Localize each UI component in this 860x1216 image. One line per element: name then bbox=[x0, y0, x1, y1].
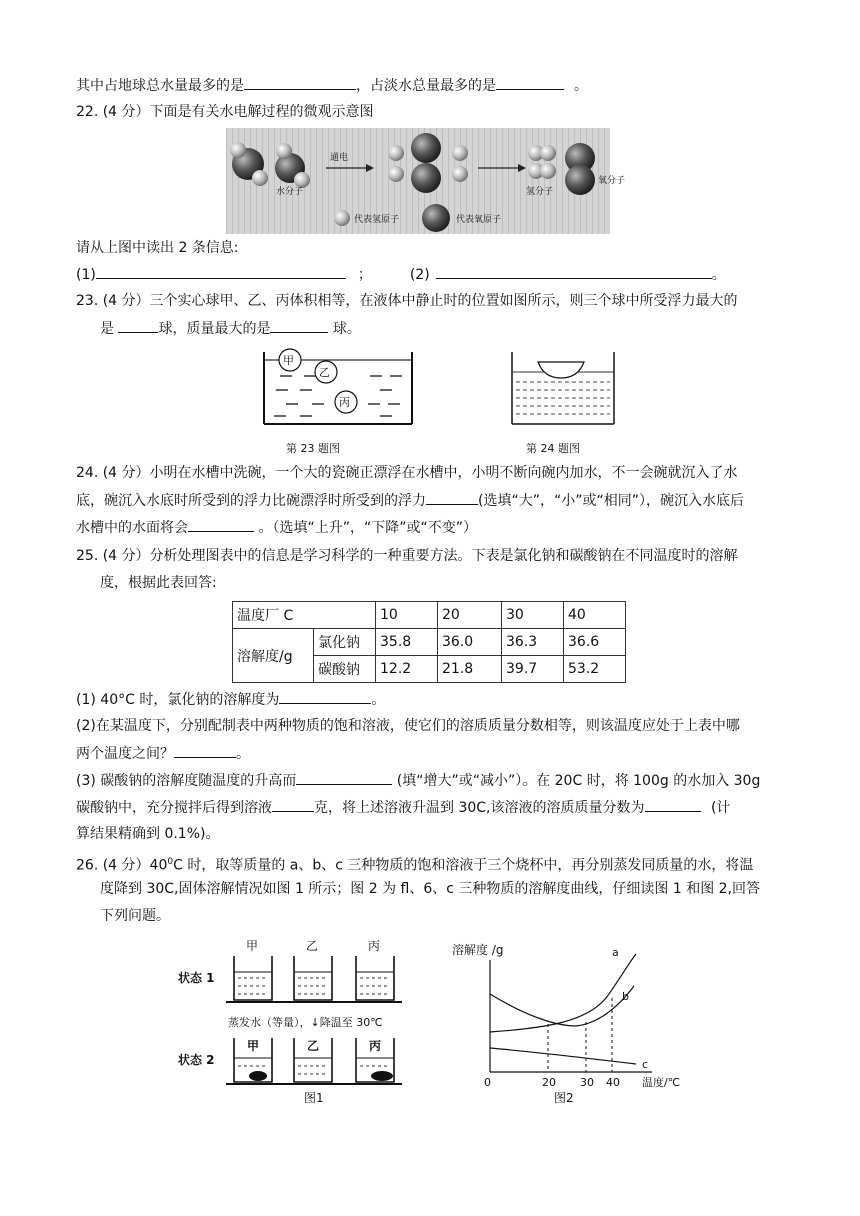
temp-cell: 30 bbox=[502, 602, 564, 629]
fig2-xlabel: 温度/℃ bbox=[642, 1076, 681, 1089]
q26-line2: 度降到 30C,固体溶解情况如图 1 所示；图 2 为 fl、6、c 三种物质的溶解度曲线，仔细读图 1 和图 2,回答 bbox=[100, 881, 761, 897]
blank-q21-1[interactable] bbox=[244, 75, 356, 90]
value-cell: 35.8 bbox=[376, 629, 438, 656]
q26-text-b: C 时，取等质量的 a、b、c 三种物质的饱和溶液于三个烧杯中，再分别蒸发同质量的水，将温 bbox=[173, 857, 754, 874]
figure-24-drawing bbox=[508, 346, 620, 458]
q23-text-c: 球。 bbox=[328, 321, 361, 337]
value-cell: 36.6 bbox=[564, 629, 626, 656]
fig23-caption: 第 23 题图 bbox=[286, 442, 340, 455]
table-row bbox=[233, 629, 626, 656]
table-row bbox=[233, 602, 626, 629]
solubility-label: 溶解度/g bbox=[233, 629, 314, 683]
state2-label: 状态 2 bbox=[178, 1053, 215, 1067]
xtick: 20 bbox=[542, 1076, 556, 1089]
legend-oxygen: 代表氧原子 bbox=[456, 215, 502, 225]
beaker-yi-label: 乙 bbox=[306, 939, 319, 953]
blank-q22-1[interactable] bbox=[96, 264, 346, 279]
electrolysis-label: 通电 bbox=[330, 153, 349, 163]
q26-sup: 0 bbox=[167, 857, 174, 867]
beaker-yi-label-2: 乙 bbox=[307, 1039, 320, 1053]
curve-a-label: a bbox=[612, 946, 619, 959]
beaker-jia-label: 甲 bbox=[246, 939, 259, 953]
q24-text-d: 。（选填“上升”，“下降”或“不变”） bbox=[254, 520, 477, 536]
q22-sep: ； bbox=[357, 267, 372, 283]
figure-23-drawing bbox=[260, 346, 416, 458]
q25-line2: 度，根据此表回答: bbox=[100, 575, 217, 591]
blank-q21-2[interactable] bbox=[496, 75, 564, 90]
beaker-bing-label: 丙 bbox=[368, 939, 381, 953]
q22-end: 。 bbox=[711, 267, 726, 283]
q25-p3-text-e: (计 bbox=[706, 800, 731, 816]
q26-text-a: 26. (4 分）40 bbox=[76, 857, 168, 874]
temp-cell: 20 bbox=[438, 602, 502, 629]
q24-line3 bbox=[76, 517, 477, 538]
q25-p3-text-a: (3) 碳酸钠的溶解度随温度的升高而 bbox=[76, 773, 297, 789]
q21-text-c: 。 bbox=[574, 78, 588, 94]
q24-line1: 24. (4 分）小明在水槽中洗碗，一个大的瓷碗正漂浮在水槽中，小明不断向碗内加水，不一会碗就沉入了水 bbox=[76, 465, 738, 481]
q25-p3-line2 bbox=[76, 797, 730, 818]
blank-q22-2[interactable] bbox=[436, 264, 712, 279]
q25-p3-text-c: 碳酸钠中，充分搅拌后得到溶液 bbox=[76, 800, 272, 816]
fig24-caption: 第 24 题图 bbox=[526, 442, 580, 455]
blank-q24-2[interactable] bbox=[188, 517, 254, 532]
legend-hydrogen: 代表氢原子 bbox=[354, 215, 400, 225]
q23-line1: 23. (4 分）三个实心球甲、乙、丙体积相等，在液体中静止时的位置如图所示，则三个球中所受浮力最大的 bbox=[76, 293, 738, 309]
figure-1-drawing bbox=[176, 936, 416, 1106]
q21-text-b: ，占淡水总量最多的是 bbox=[356, 78, 496, 94]
figure-2-drawing bbox=[446, 936, 702, 1106]
q23-line2 bbox=[100, 318, 361, 339]
curve-a bbox=[490, 954, 636, 1032]
blank-q25-1[interactable] bbox=[279, 689, 371, 704]
water-molecule-label: 水分子 bbox=[276, 187, 304, 197]
blank-q23-2[interactable] bbox=[270, 318, 328, 333]
q25-line1: 25. (4 分）分析处理图表中的信息是学习科学的一种重要方法。下表是氯化钠和碳酸钠在不同温度时的溶解 bbox=[76, 548, 738, 564]
blank-q25-2[interactable] bbox=[174, 743, 236, 758]
q22-item2: (2) bbox=[409, 267, 430, 283]
value-cell: 12.2 bbox=[376, 656, 438, 683]
q25-p2-line2 bbox=[76, 743, 250, 764]
q24-text-b: (选填“大”，“小”或“相同”），碗沉入水底后 bbox=[478, 493, 744, 509]
xtick: 0 bbox=[484, 1076, 491, 1089]
q22-item1: (1) bbox=[76, 267, 96, 283]
figure-1-beakers bbox=[176, 936, 416, 1106]
temp-cell: 10 bbox=[376, 602, 438, 629]
blank-q23-1[interactable] bbox=[118, 318, 158, 333]
q23-text-b: 球，质量最大的是 bbox=[158, 321, 271, 337]
q24-line2 bbox=[76, 490, 744, 511]
xtick: 40 bbox=[606, 1076, 620, 1089]
figure-24 bbox=[508, 346, 620, 458]
substance-name: 氯化钠 bbox=[314, 629, 376, 656]
solubility-table bbox=[232, 601, 626, 683]
curve-c-label: c bbox=[642, 1058, 649, 1071]
value-cell: 39.7 bbox=[502, 656, 564, 683]
q22-title: 22. (4 分）下面是有关水电解过程的微观示意图 bbox=[76, 104, 374, 120]
q26-line3: 下列问题。 bbox=[100, 908, 170, 924]
hydrogen-molecule-label: 氢分子 bbox=[526, 187, 554, 197]
state1-label: 状态 1 bbox=[178, 971, 215, 985]
q25-p1 bbox=[76, 689, 385, 710]
q25-p2-end: 。 bbox=[236, 746, 250, 762]
temp-cell: 40 bbox=[564, 602, 626, 629]
figure-23 bbox=[260, 346, 416, 458]
value-cell: 53.2 bbox=[564, 656, 626, 683]
q21-line bbox=[76, 75, 588, 96]
oxygen-molecule-label: 氧分子 bbox=[598, 176, 626, 186]
ball-bing-label: 丙 bbox=[339, 396, 350, 409]
blank-q24-1[interactable] bbox=[426, 490, 478, 505]
figure-2-solubility-curves bbox=[446, 936, 702, 1106]
curve-b-label: b bbox=[622, 990, 629, 1003]
substance-name: 碳酸钠 bbox=[314, 656, 376, 683]
q25-p3-text-b: (填“增大”或“减小”）。在 20C 时，将 100g 的水加入 30g bbox=[392, 773, 761, 789]
q25-p2-line1: (2)在某温度下，分别配制表中两种物质的饱和溶液，使它们的溶质质量分数相等，则该温度应处于上表中哪 bbox=[76, 718, 740, 734]
q25-p2-text: 两个温度之间？ bbox=[76, 746, 174, 762]
blank-q25-3[interactable] bbox=[296, 770, 392, 785]
q25-p3-line3: 算结果精确到 0.1%)。 bbox=[76, 826, 220, 842]
value-cell: 36.3 bbox=[502, 629, 564, 656]
q25-p1-text: (1) 40°C 时，氯化钠的溶解度为 bbox=[76, 692, 280, 708]
beaker-bing-label-2: 丙 bbox=[369, 1039, 382, 1053]
blank-q25-5[interactable] bbox=[645, 797, 701, 812]
curve-c bbox=[490, 1048, 636, 1064]
temp-header: 温度厂 C bbox=[233, 602, 376, 629]
q24-text-c: 水槽中的水面将会 bbox=[76, 520, 188, 536]
fig2-caption: 图2 bbox=[554, 1091, 574, 1105]
electrolysis-diagram bbox=[226, 128, 626, 234]
ball-jia-label: 甲 bbox=[283, 354, 294, 367]
q25-p1-end: 。 bbox=[371, 692, 386, 708]
q23-text-a: 是 bbox=[100, 321, 119, 337]
q22-answers bbox=[76, 264, 726, 285]
ball-yi-label: 乙 bbox=[319, 366, 330, 379]
q26-line1 bbox=[76, 852, 753, 876]
blank-q25-4[interactable] bbox=[272, 797, 314, 812]
q22-prompt: 请从上图中读出 2 条信息: bbox=[76, 240, 239, 256]
xtick: 30 bbox=[580, 1076, 594, 1089]
q25-p3-text-d: 克，将上述溶液升温到 30C,该溶液的溶质质量分数为 bbox=[314, 800, 645, 816]
value-cell: 36.0 bbox=[438, 629, 502, 656]
beaker-jia-label-2: 甲 bbox=[247, 1039, 260, 1053]
fig2-ylabel: 溶解度 /g bbox=[452, 943, 504, 957]
value-cell: 21.8 bbox=[438, 656, 502, 683]
q24-text-a: 底，碗沉入水底时所受到的浮力比碗漂浮时所受到的浮力 bbox=[76, 493, 426, 509]
q21-text-a: 其中占地球总水量最多的是 bbox=[76, 78, 244, 94]
q25-p3-line1 bbox=[76, 770, 760, 791]
evaporate-arrow-text: 蒸发水（等量），↓降温至 30℃ bbox=[228, 1016, 383, 1029]
electrolysis-figure bbox=[226, 128, 626, 234]
fig1-caption: 图1 bbox=[304, 1091, 324, 1105]
